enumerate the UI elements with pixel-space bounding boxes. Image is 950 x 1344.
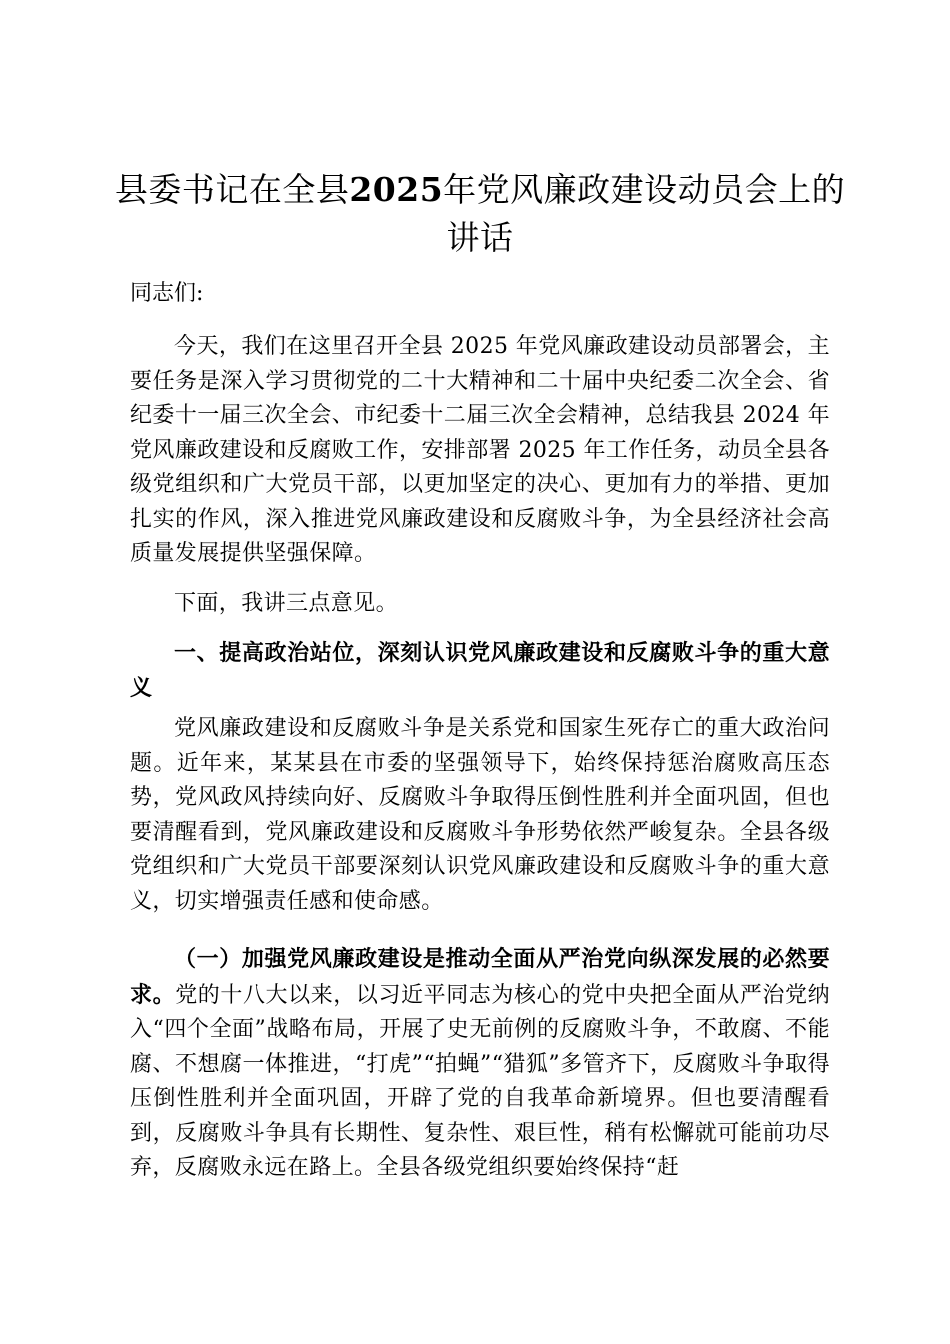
section-heading-1: 一、提高政治站位，深刻认识党风廉政建设和反腐败斗争的重大意义 bbox=[130, 640, 830, 701]
document-title bbox=[100, 166, 860, 262]
salutation: 同志们: bbox=[130, 281, 204, 306]
title-part1: 县委书记在全县 bbox=[114, 170, 350, 209]
subsection-1-paragraph bbox=[130, 942, 830, 1186]
subsection-1-lead: （一）加强党风廉政建设是推动全面从严治党向纵深发展的必然要求。 bbox=[130, 946, 830, 1008]
subsection-1-body: 党的十八大以来，以习近平同志为核心的党中央把全面从严治党纳入“四个全面”战略布局，开展了史无前例的反腐败斗争，不敢腐、不能腐、不想腐一体推进，“打虎”“拍蝇”“猎狐”多管齐下，反腐败斗争取得压倒性胜利并全面巩固，开辟了党的自我革命新境界。但也要清醒看到，反腐败斗争具有长期性、复杂性、艰巨性，稍有松懈就可能前功尽弃，反腐败永远在路上。全县各级党组织要始终保持“赶 bbox=[130, 982, 830, 1180]
title-part2: 年党风廉政建设动员会上的讲话 bbox=[443, 170, 846, 257]
section-1-paragraph: 党风廉政建设和反腐败斗争是关系党和国家生死存亡的重大政治问题。近年来，某某县在市委的坚强领导下，始终保持惩治腐败高压态势，党风政风持续向好、反腐败斗争取得压倒性胜利并全面巩固，但也要清醒看到，党风廉政建设和反腐败斗争形势依然严峻复杂。全县各级党组织和广大党员干部要深刻认识党风廉政建设和反腐败斗争的重大意义，切实增强责任感和使命感。 bbox=[130, 716, 830, 914]
title-year: 2025 bbox=[349, 170, 444, 209]
document-page bbox=[114, 0, 846, 1344]
transition-paragraph: 下面，我讲三点意见。 bbox=[174, 591, 399, 616]
intro-paragraph: 今天，我们在这里召开全县 2025 年党风廉政建设动员部署会，主要任务是深入学习贯彻党的二十大精神和二十届中央纪委二次全会、省纪委十一届三次全会、市纪委十二届三次全会精神，总结我县 2024 年党风廉政建设和反腐败工作，安排部署 2025 年工作任务，动员全县各级党组织和广大党员干部，以更加坚定的决心、更加有力的举措、更加扎实的作风，深入推进党风廉政建设和反腐败斗争，为全县经济社会高质量发展提供坚强保障。 bbox=[130, 334, 830, 566]
